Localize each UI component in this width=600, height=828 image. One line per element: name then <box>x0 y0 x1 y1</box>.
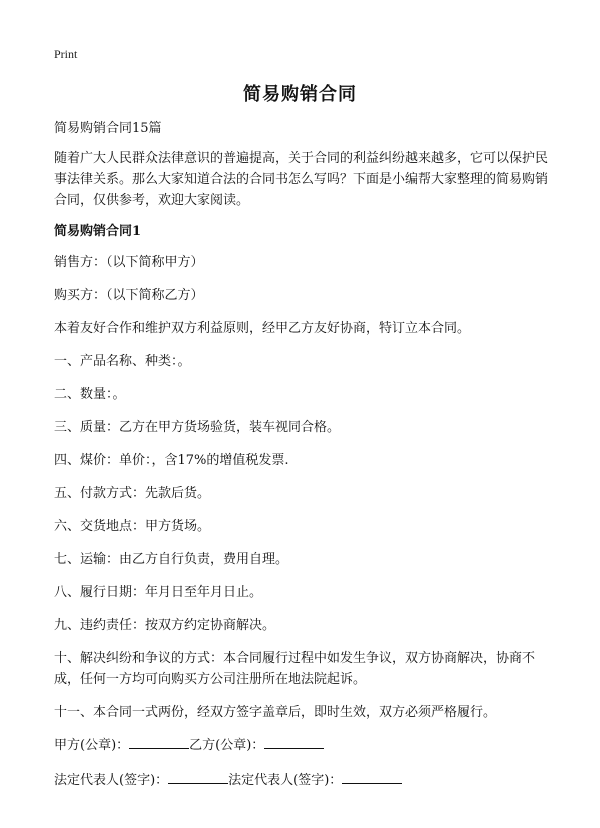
party-a-seal-blank <box>129 736 189 749</box>
seller-line: 销售方：（以下简称甲方） <box>54 255 204 270</box>
legal-rep-b-blank <box>342 771 402 784</box>
legal-rep-a-blank <box>168 771 228 784</box>
page-title: 简易购销合同 <box>243 84 357 105</box>
legal-rep-b-label: 法定代表人(签字)： <box>228 773 343 788</box>
document-body <box>54 118 554 805</box>
clause-1: 一、产品名称、种类：。 <box>54 354 191 369</box>
party-b-seal-label: 乙方(公章)： <box>189 738 265 753</box>
clause-9: 九、违约责任：按双方约定协商解决。 <box>54 618 276 633</box>
clause-7: 七、运输：由乙方自行负责，费用自理。 <box>54 552 289 567</box>
print-label: Print <box>54 47 78 61</box>
intro-paragraph: 随着广大人民群众法律意识的普遍提高，关于合同的利益纠纷越来越多，它可以保护民事法律关系。那么大家知道合法的合同书怎么写吗？下面是小编帮大家整理的简易购销合同，仅供参考，欢迎大家阅读。 <box>54 151 549 208</box>
clause-11: 十一、本合同一式两份，经双方签字盖章后，即时生效，双方必须严格履行。 <box>54 705 497 720</box>
clause-10: 十、解决纠纷和争议的方式：本合同履行过程中如发生争议，双方协商解决，协商不成，任何一方均可向购买方公司注册所在地法院起诉。 <box>54 651 536 687</box>
document-subtitle: 简易购销合同15篇 <box>54 121 162 136</box>
seal-row <box>54 735 554 756</box>
party-a-seal-label: 甲方(公章)： <box>54 738 130 753</box>
clause-8: 八、履行日期：年月日至年月日止。 <box>54 585 263 600</box>
legal-rep-row <box>54 770 554 791</box>
clause-6: 六、交货地点：甲方货场。 <box>54 519 211 534</box>
buyer-line: 购买方：（以下简称乙方） <box>54 288 204 303</box>
clause-5: 五、付款方式：先款后货。 <box>54 486 211 501</box>
section-title: 简易购销合同1 <box>54 224 142 239</box>
clause-3: 三、质量：乙方在甲方货场验货，装车视同合格。 <box>54 420 341 435</box>
clause-2: 二、数量：。 <box>54 387 126 402</box>
party-b-seal-blank <box>264 736 324 749</box>
clause-4: 四、煤价：单价：，含17%的增值税发票. <box>54 453 289 468</box>
preamble-line: 本着友好合作和维护双方利益原则，经甲乙方友好协商，特订立本合同。 <box>54 321 471 336</box>
legal-rep-a-label: 法定代表人(签字)： <box>54 773 169 788</box>
